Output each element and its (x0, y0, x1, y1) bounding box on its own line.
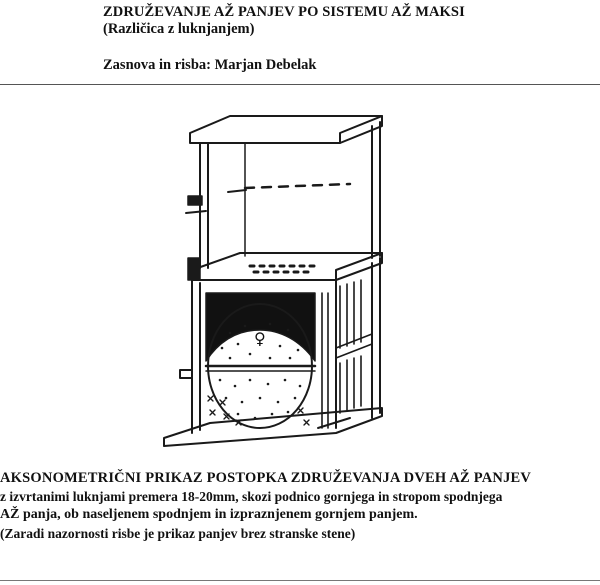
hive-separator-board (192, 253, 382, 280)
caption-line-2: z izvrtanimi luknjami premera 18-20mm, skozi podnico gornjega in stropom spodnjega (0, 489, 503, 504)
top-divider (0, 84, 600, 85)
upper-ledge-block (188, 196, 202, 205)
queen-symbol: ♀ (254, 329, 266, 348)
document-subtitle: (Različica z luknjanjem) (103, 21, 255, 37)
caption-line-3: AŽ panja, ob naseljenem spodnjem in izpraznjenem gornjem panjem. (0, 507, 418, 522)
hive-sketch-drawing (150, 108, 390, 453)
author-line: Zasnova in risba: Marjan Debelak (103, 57, 317, 73)
drilled-holes-grid (250, 266, 314, 272)
bottom-divider (0, 580, 600, 581)
document-title: ZDRUŽEVANJE AŽ PANJEV PO SISTEMU AŽ MAKSI (103, 4, 465, 20)
side-frames (322, 280, 372, 428)
caption-line-4: (Zaradi nazornosti risbe je prikaz panjev brez stranske stene) (0, 526, 356, 541)
hive-roof (190, 116, 382, 143)
upper-shelf-dashed (245, 184, 350, 188)
caption-heading: AKSONOMETRIČNI PRIKAZ POSTOPKA ZDRUŽEVANJA DVEH AŽ PANJEV (0, 470, 532, 486)
